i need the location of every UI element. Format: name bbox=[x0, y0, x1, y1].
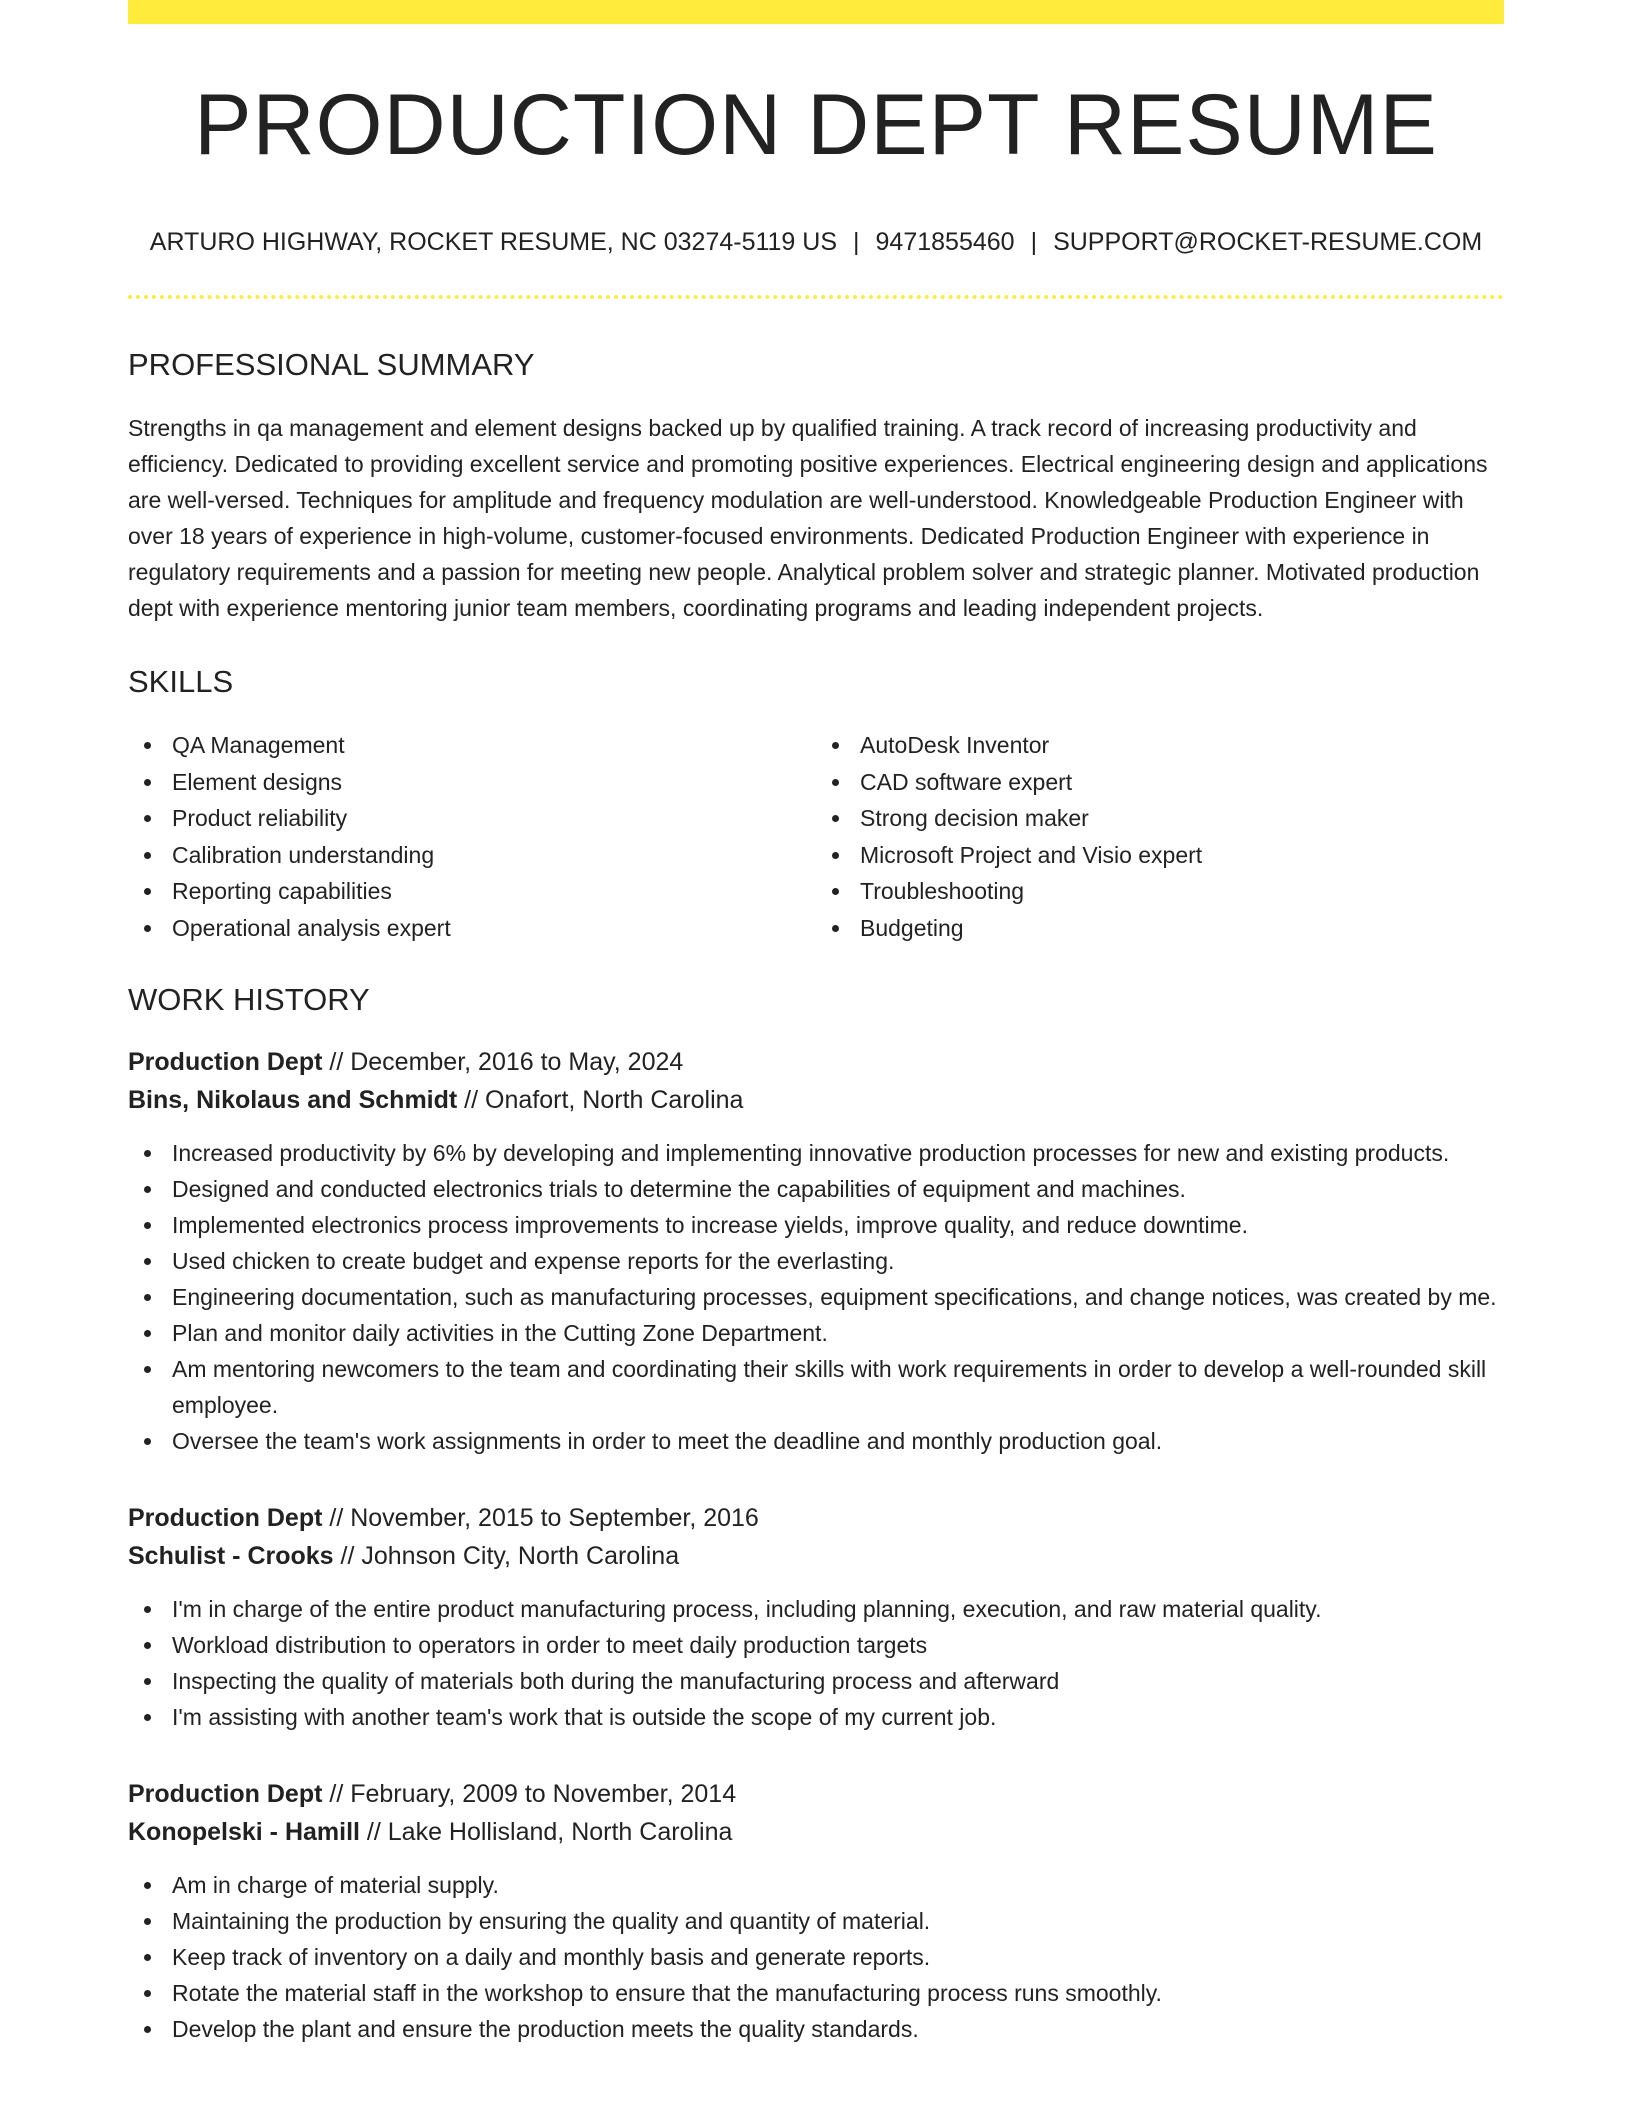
contact-separator: | bbox=[1030, 228, 1038, 256]
skills-list bbox=[128, 727, 1504, 946]
job-bullets bbox=[128, 1867, 1504, 2047]
skill-item: CAD software expert bbox=[816, 764, 1504, 801]
job-company: Schulist - Crooks bbox=[128, 1542, 334, 1570]
job-bullet: Maintaining the production by ensuring the quality and quantity of material. bbox=[128, 1903, 1504, 1939]
skill-item: Microsoft Project and Visio expert bbox=[816, 837, 1504, 874]
job-bullet: Rotate the material staff in the workshop to ensure that the manufacturing process runs smoothly. bbox=[128, 1975, 1504, 2011]
job-bullet: Inspecting the quality of materials both during the manufacturing process and afterward bbox=[128, 1663, 1504, 1699]
job-entry bbox=[128, 1775, 1504, 2047]
job-company-line bbox=[128, 1081, 1504, 1119]
skill-item: Element designs bbox=[128, 764, 816, 801]
job-dates: // February, 2009 to November, 2014 bbox=[322, 1780, 737, 1808]
job-bullets bbox=[128, 1135, 1504, 1459]
job-bullet: Plan and monitor daily activities in the Cutting Zone Department. bbox=[128, 1315, 1504, 1351]
work-history-heading: WORK HISTORY bbox=[128, 982, 370, 1017]
skill-item: AutoDesk Inventor bbox=[816, 727, 1504, 764]
job-title: Production Dept bbox=[128, 1048, 323, 1076]
resume-title: PRODUCTION DEPT RESUME bbox=[194, 77, 1438, 173]
job-company: Konopelski - Hamill bbox=[128, 1818, 360, 1846]
job-company: Bins, Nikolaus and Schmidt bbox=[128, 1086, 458, 1114]
resume-page bbox=[128, 0, 1504, 2047]
contact-line bbox=[128, 230, 1504, 255]
job-title: Production Dept bbox=[128, 1504, 323, 1532]
contact-phone: 9471855460 bbox=[875, 228, 1015, 256]
job-bullet: Used chicken to create budget and expense reports for the everlasting. bbox=[128, 1243, 1504, 1279]
job-bullet: Am in charge of material supply. bbox=[128, 1867, 1504, 1903]
job-bullet: Workload distribution to operators in order to meet daily production targets bbox=[128, 1627, 1504, 1663]
job-title: Production Dept bbox=[128, 1780, 323, 1808]
job-bullet: I'm in charge of the entire product manufacturing process, including planning, execution, and raw material quality. bbox=[128, 1591, 1504, 1627]
job-bullet: Designed and conducted electronics trials to determine the capabilities of equipment and machines. bbox=[128, 1171, 1504, 1207]
contact-email: SUPPORT@ROCKET-RESUME.COM bbox=[1053, 228, 1483, 256]
job-bullet: Implemented electronics process improvements to increase yields, improve quality, and reduce downtime. bbox=[128, 1207, 1504, 1243]
skill-item: Reporting capabilities bbox=[128, 873, 816, 910]
job-title-line bbox=[128, 1043, 1504, 1081]
job-bullets bbox=[128, 1591, 1504, 1735]
summary-text: Strengths in qa management and element designs backed up by qualified training. A track record of increasing productivity and efficiency. Dedicated to providing excellent service and promoting positive experiences. Electrical engineering design and applications are well-versed. Techniques for amplitude and frequency modulation are well-understood. Knowledgeable Production Engineer with over 18 years of experience in high-volume, customer-focused environments. Dedicated Production Engineer with experience in regulatory requirements and a passion for meeting new people. Analytical problem solver and strategic planner. Motivated production dept with experience mentoring junior team members, coordinating programs and leading independent projects. bbox=[128, 415, 1488, 621]
top-accent-bar bbox=[128, 0, 1504, 24]
job-bullet: I'm assisting with another team's work that is outside the scope of my current job. bbox=[128, 1699, 1504, 1735]
skills-heading: SKILLS bbox=[128, 664, 234, 699]
skills-column-right bbox=[816, 727, 1504, 946]
job-location: // Onafort, North Carolina bbox=[457, 1086, 744, 1114]
job-bullet: Oversee the team's work assignments in order to meet the deadline and monthly production goal. bbox=[128, 1423, 1504, 1459]
job-company-line bbox=[128, 1537, 1504, 1575]
job-title-line bbox=[128, 1775, 1504, 1813]
job-bullet: Increased productivity by 6% by developing and implementing innovative production processes for new and existing products. bbox=[128, 1135, 1504, 1171]
summary-heading: PROFESSIONAL SUMMARY bbox=[128, 347, 535, 382]
job-entry bbox=[128, 1499, 1504, 1735]
job-bullet: Develop the plant and ensure the production meets the quality standards. bbox=[128, 2011, 1504, 2047]
job-bullet: Keep track of inventory on a daily and monthly basis and generate reports. bbox=[128, 1939, 1504, 1975]
contact-separator: | bbox=[853, 228, 860, 256]
job-company-line bbox=[128, 1813, 1504, 1851]
skill-item: Troubleshooting bbox=[816, 873, 1504, 910]
skill-item: Budgeting bbox=[816, 910, 1504, 947]
skill-item: Operational analysis expert bbox=[128, 910, 816, 947]
contact-address: ARTURO HIGHWAY, ROCKET RESUME, NC 03274-5119 US bbox=[149, 228, 838, 256]
skill-item: Product reliability bbox=[128, 800, 816, 837]
skill-item: Strong decision maker bbox=[816, 800, 1504, 837]
job-title-line bbox=[128, 1499, 1504, 1537]
skills-column-left bbox=[128, 727, 816, 946]
job-dates: // December, 2016 to May, 2024 bbox=[322, 1048, 684, 1076]
job-bullet: Engineering documentation, such as manufacturing processes, equipment specifications, and change notices, was created by me. bbox=[128, 1279, 1504, 1315]
job-bullet: Am mentoring newcomers to the team and coordinating their skills with work requirements in order to develop a well-rounded skill employee. bbox=[128, 1351, 1504, 1423]
header-divider bbox=[128, 295, 1504, 299]
skill-item: Calibration understanding bbox=[128, 837, 816, 874]
skill-item: QA Management bbox=[128, 727, 816, 764]
job-location: // Johnson City, North Carolina bbox=[333, 1542, 680, 1570]
job-entry bbox=[128, 1043, 1504, 1459]
job-location: // Lake Hollisland, North Carolina bbox=[359, 1818, 733, 1846]
job-dates: // November, 2015 to September, 2016 bbox=[322, 1504, 759, 1532]
